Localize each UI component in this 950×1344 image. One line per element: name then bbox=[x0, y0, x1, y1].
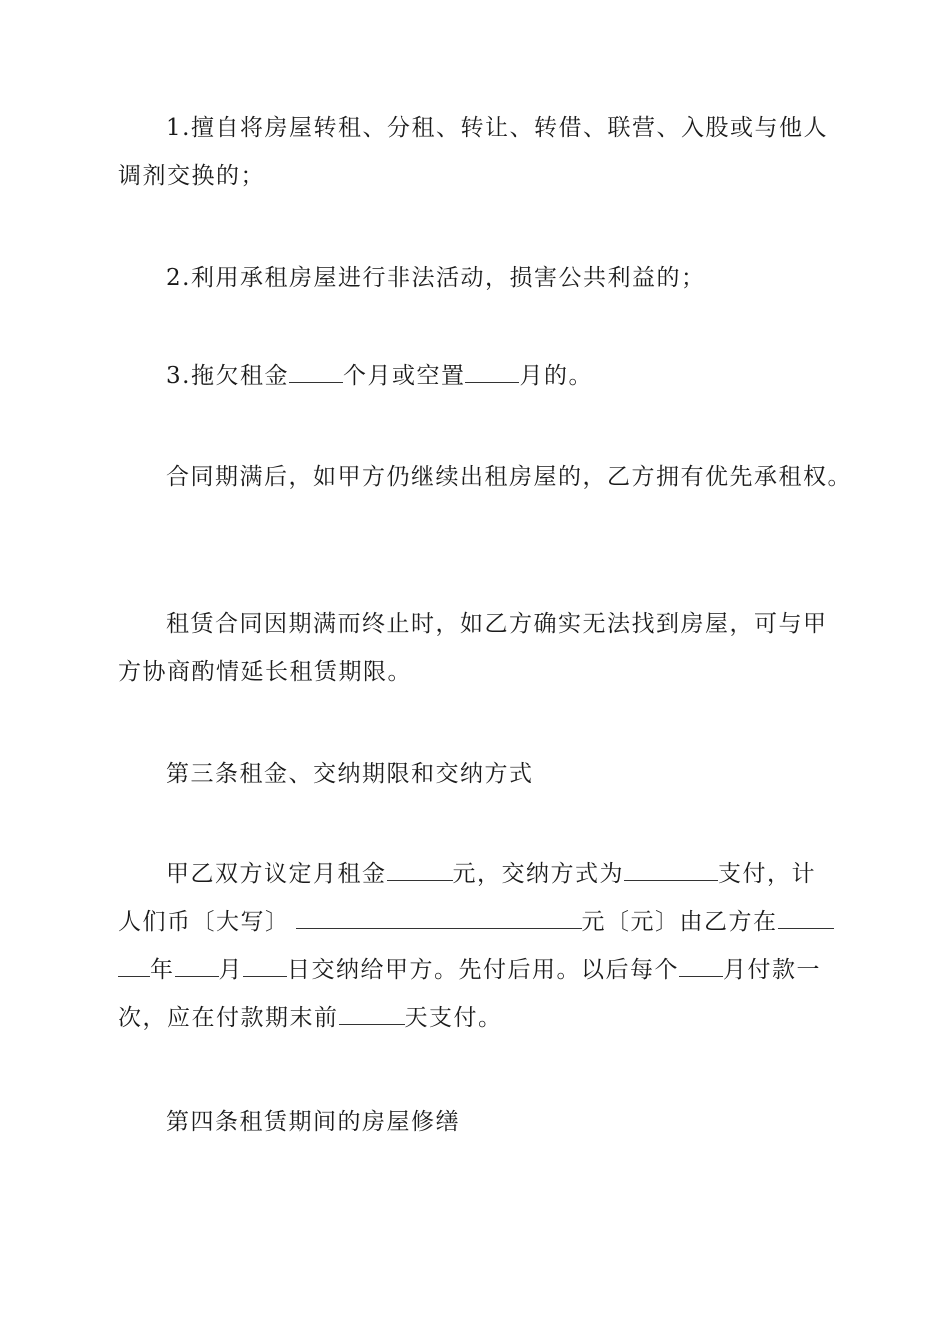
rent-line-4 bbox=[118, 994, 834, 1042]
blank-field bbox=[387, 858, 453, 881]
rent-line-4-b: 天支付。 bbox=[404, 1005, 503, 1031]
clause-item-1-text: 1.擅自将房屋转租、分租、转让、转借、联营、入股或与他人调剂交换的； bbox=[118, 115, 828, 189]
blank-field bbox=[624, 858, 718, 881]
rent-line-3 bbox=[118, 946, 834, 994]
rent-line-1-b: 元，交纳方式为 bbox=[452, 861, 624, 887]
clause-item-3-text-a: 3.拖欠租金 bbox=[166, 363, 289, 389]
clause-item-2-text: 2.利用承租房屋进行非法活动，损害公共利益的； bbox=[166, 265, 706, 291]
rent-line-2-a: 人们币〔大写〕 bbox=[118, 909, 290, 935]
renewal-paragraph-text: 合同期满后，如甲方仍继续出租房屋的，乙方拥有优先承租权。 bbox=[166, 464, 852, 490]
blank-field bbox=[289, 360, 343, 383]
clause-item-1 bbox=[118, 104, 834, 200]
blank-field bbox=[679, 954, 723, 977]
clause-item-2 bbox=[118, 254, 834, 302]
article-4-heading bbox=[118, 1098, 834, 1146]
blank-field bbox=[175, 954, 219, 977]
rent-line-3-c: 日交纳给甲方。先付后用。以后每个 bbox=[287, 957, 679, 983]
rent-line-1-c: 支付，计 bbox=[718, 861, 816, 887]
clause-item-3-text-c: 月的。 bbox=[519, 363, 593, 389]
rent-line-3-d: 月付款一 bbox=[723, 957, 821, 983]
blank-field bbox=[118, 954, 150, 977]
rent-payment-paragraph bbox=[118, 850, 834, 1042]
blank-field bbox=[465, 360, 519, 383]
extension-paragraph-text: 租赁合同因期满而终止时，如乙方确实无法找到房屋，可与甲方协商酌情延长租赁期限。 bbox=[118, 611, 828, 685]
rent-line-3-b: 月 bbox=[218, 957, 243, 983]
blank-field bbox=[243, 954, 287, 977]
article-3-heading-text: 第三条租金、交纳期限和交纳方式 bbox=[166, 761, 534, 787]
rent-line-2 bbox=[118, 898, 834, 946]
rent-line-4-a: 次，应在付款期末前 bbox=[118, 1005, 339, 1031]
clause-item-3-text-b: 个月或空置 bbox=[342, 363, 466, 389]
article-3-heading bbox=[118, 750, 834, 798]
blank-field bbox=[296, 906, 582, 929]
article-4-heading-text: 第四条租赁期间的房屋修缮 bbox=[166, 1109, 460, 1135]
rent-line-1-a: 甲乙双方议定月租金 bbox=[166, 861, 387, 887]
extension-paragraph bbox=[118, 600, 834, 696]
clause-item-3 bbox=[118, 352, 834, 400]
rent-line-1 bbox=[118, 850, 834, 898]
renewal-paragraph bbox=[118, 453, 878, 501]
rent-line-2-b: 元〔元〕由乙方在 bbox=[581, 909, 778, 935]
blank-field bbox=[778, 906, 834, 929]
rent-line-3-a: 年 bbox=[150, 957, 175, 983]
blank-field bbox=[339, 1002, 405, 1025]
